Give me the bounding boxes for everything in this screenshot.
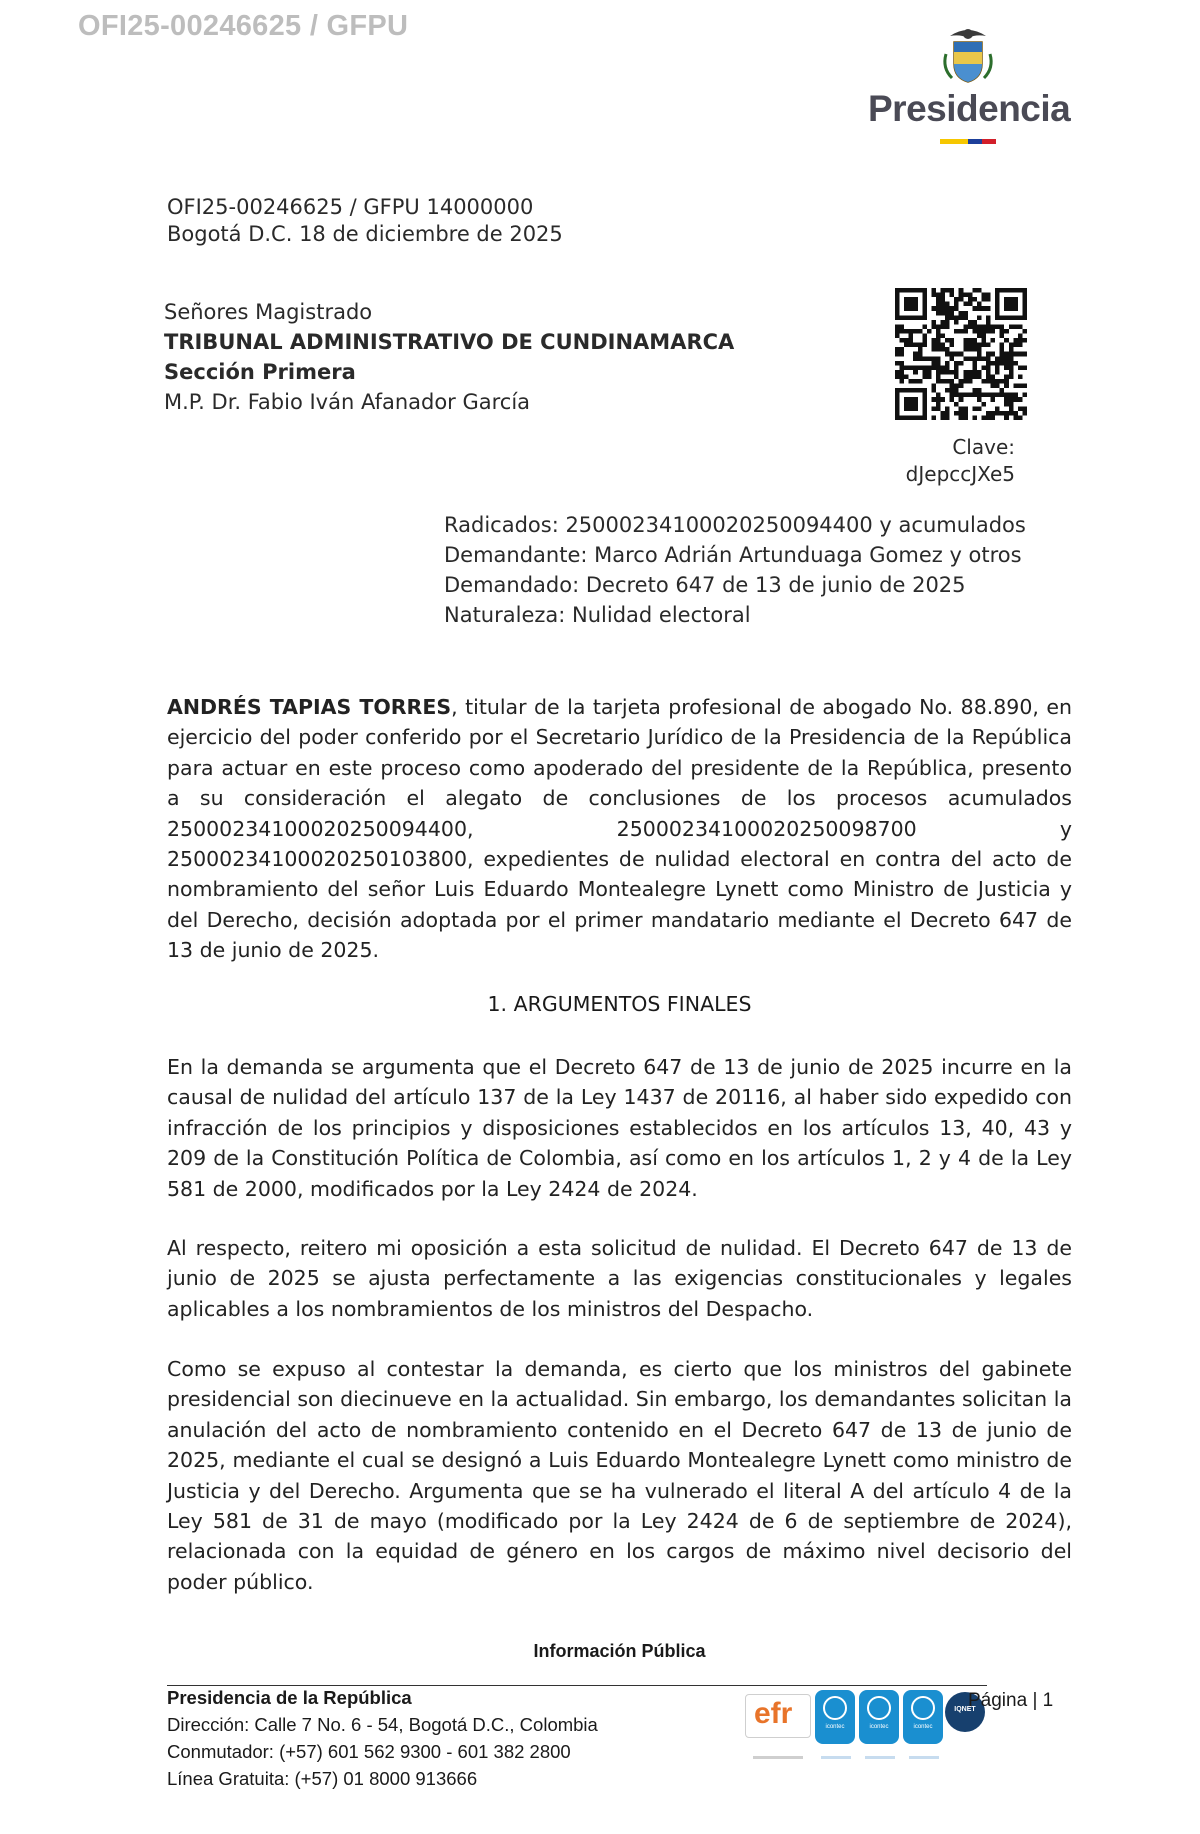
document-reference: OFI25-00246625 / GFPU 14000000 bbox=[167, 195, 534, 219]
footer-address: Dirección: Calle 7 No. 6 - 54, Bogotá D.C., Colombia bbox=[167, 1714, 598, 1735]
footer-toll-free: Línea Gratuita: (+57) 01 8000 913666 bbox=[167, 1768, 478, 1789]
efr-logo-text: efr bbox=[754, 1697, 793, 1730]
judge-name: M.P. Dr. Fabio Iván Afanador García bbox=[164, 390, 531, 414]
demandado-line: Demandado: Decreto 647 de 13 de junio de 2025 bbox=[444, 573, 966, 597]
paragraph-1: En la demanda se argumenta que el Decreto 647 de 13 de junio de 2025 incurre en la causal de nulidad del artículo 137 de la Ley 1437 de 20116, al haber sido expedido con infracción de los principios y disposiciones establecidos en los artículos 13, 40, 43 y 209 de la Constitución Política de Colombia, así como en los artículos 1, 2 y 4 de la Ley 581 de 2000, modificados por la Ley 2424 de 2024. bbox=[167, 1055, 1072, 1201]
iqnet-label: IQNET bbox=[954, 1706, 976, 1713]
demandante-line: Demandante: Marco Adrián Artunduaga Gomez y otros bbox=[444, 543, 1022, 567]
information-classification: Información Pública bbox=[533, 1641, 706, 1661]
paragraph-3: Como se expuso al contestar la demanda, es cierto que los ministros del gabinete presidencial son diecinueve en la actualidad. Sin embargo, los demandantes solicitan la anulación del acto de nombramiento contenido en el Decreto 647 de 13 de junio de 2025, mediante el cual se designó a Luis Eduardo Montealegre Lynett como ministro de Justicia y del Derecho. Argumenta que se ha vulnerado el literal A del artículo 4 de la Ley 581 de 31 de mayo (modificado por la Ley 2424 de 6 de septiembre de 2024), relacionada con la equidad de género en los cargos de máximo nivel decisorio del poder público. bbox=[167, 1357, 1072, 1594]
icontec-label-2: icontec bbox=[869, 1724, 889, 1730]
clave-value: dJepccJXe5 bbox=[905, 462, 1015, 486]
logo-wordmark: Presidencia bbox=[868, 88, 1071, 129]
clave-label: Clave: bbox=[952, 435, 1015, 459]
page-number: Página | 1 bbox=[968, 1690, 1054, 1711]
salutation: Señores Magistrado bbox=[164, 300, 373, 324]
icontec-badge-2 bbox=[859, 1690, 899, 1744]
document-watermark: OFI25-00246625 / GFPU bbox=[78, 10, 409, 42]
qr-code bbox=[895, 288, 1027, 420]
icontec-label-1: icontec bbox=[825, 1724, 845, 1730]
footer-phone: Conmutador: (+57) 601 562 9300 - 601 382 2800 bbox=[167, 1741, 571, 1762]
icontec-badge-3 bbox=[903, 1690, 943, 1744]
coat-of-arms-icon bbox=[940, 24, 996, 86]
certification-logos bbox=[745, 1686, 985, 1781]
lawyer-name: ANDRÉS TAPIAS TORRES bbox=[167, 695, 452, 719]
court-name: TRIBUNAL ADMINISTRATIVO DE CUNDINAMARCA bbox=[164, 330, 735, 354]
section-heading: 1. ARGUMENTOS FINALES bbox=[487, 992, 752, 1016]
place-date: Bogotá D.C. 18 de diciembre de 2025 bbox=[167, 222, 563, 246]
naturaleza-line: Naturaleza: Nulidad electoral bbox=[444, 603, 751, 627]
court-section: Sección Primera bbox=[164, 360, 356, 384]
presidencia-logo bbox=[860, 22, 1080, 152]
flag-stripe bbox=[940, 139, 996, 144]
icontec-label-3: icontec bbox=[913, 1724, 933, 1730]
efr-logo bbox=[745, 1694, 811, 1738]
paragraph-2: Al respecto, reitero mi oposición a esta solicitud de nulidad. El Decreto 647 de 13 de junio de 2025 se ajusta perfectamente a las exigencias constitucionales y legales aplicables a los nombramientos de los ministros del Despacho. bbox=[167, 1236, 1072, 1321]
footer-organization: Presidencia de la República bbox=[167, 1687, 412, 1708]
intro-text: , titular de la tarjeta profesional de abogado No. 88.890, en ejercicio del poder conferido por el Secretario Jurídico de la Presidencia de la República para actuar en este proceso como apoderado del presidente de la República, presento a su consideración el alegato de conclusiones de los procesos acumulados 25000234100020250094400, 25000234100020250098700 y 25000234100020250103800, expedientes de nulidad electoral en contra del acto de nombramiento del señor Luis Eduardo Montealegre Lynett como Ministro de Justicia y del Derecho, decisión adoptada por el primer mandatario mediante el Decreto 647 de 13 de junio de 2025. bbox=[167, 695, 1072, 963]
icontec-badge-1 bbox=[815, 1690, 855, 1744]
intro-paragraph bbox=[167, 692, 1072, 966]
radicados-line: Radicados: 25000234100020250094400 y acumulados bbox=[444, 513, 1026, 537]
